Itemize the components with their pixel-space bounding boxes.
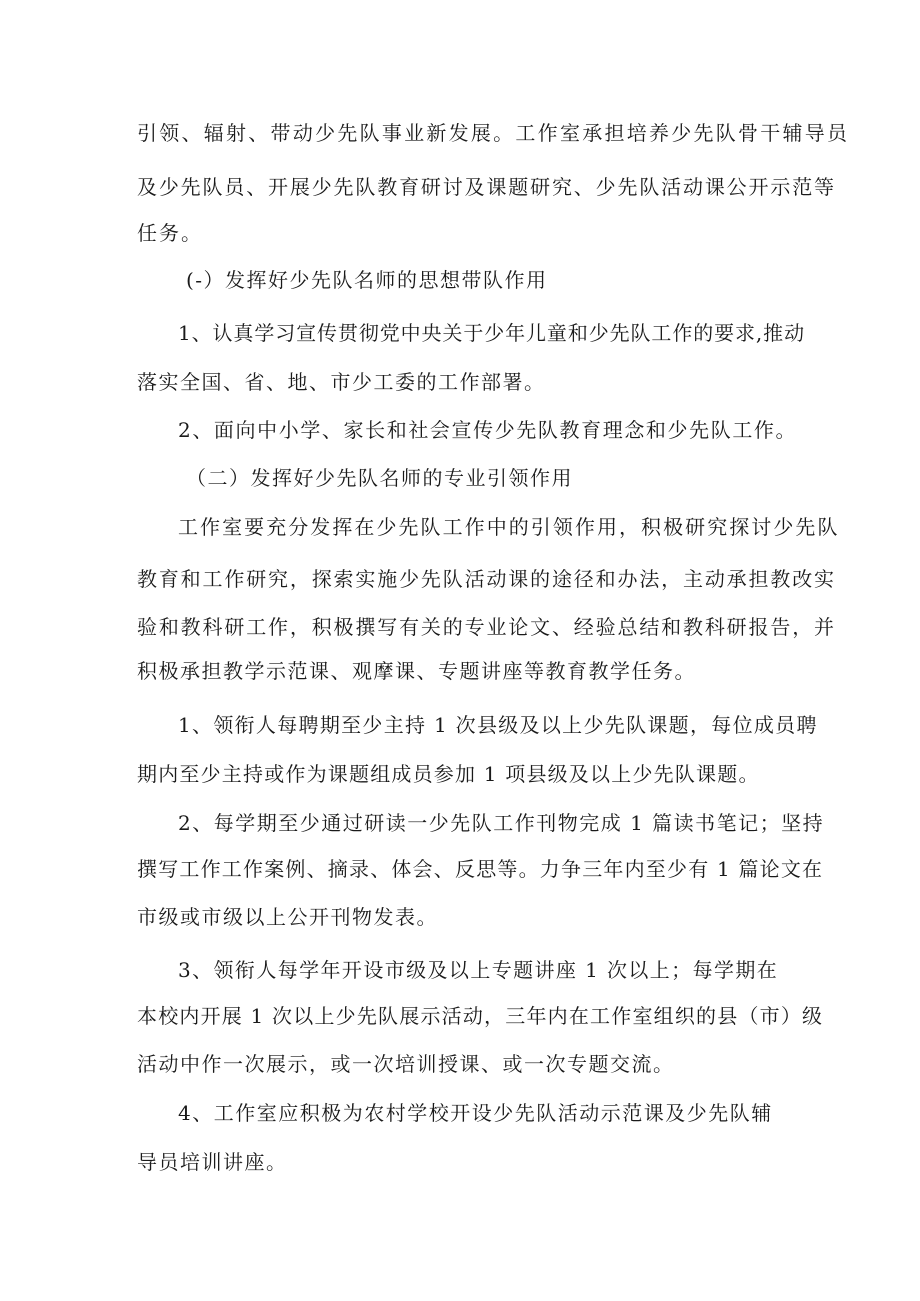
section-heading: (-）发挥好少先队名师的思想带队作用 [186,268,548,292]
text-line: 积极承担教学示范课、观摩课、专题讲座等教育教学任务。 [137,659,696,683]
text-line: 本校内开展 1 次以上少先队展示活动，三年内在工作室组织的县（市）级 [137,1004,824,1028]
text-line: 2、面向中小学、家长和社会宣传少先队教育理念和少先队工作。 [178,418,798,442]
text-line: 任务。 [137,221,203,245]
text-line: 4、工作室应积极为农村学校开设少先队活动示范课及少先队辅 [178,1101,773,1125]
text-line: 活动中作一次展示，或一次培训授课、或一次专题交流。 [137,1052,675,1076]
text-line: 导员培训讲座。 [137,1150,288,1174]
text-line: 市级或市级以上公开刊物发表。 [137,905,438,929]
text-line: 及少先队员、开展少先队教育研讨及课题研究、少先队活动课公开示范等 [137,175,836,199]
section-heading: （二）发挥好少先队名师的专业引领作用 [186,466,573,490]
text-line: 撰写工作工作案例、摘录、体会、反思等。力争三年内至少有 1 篇论文在 [137,857,824,881]
text-line: 2、每学期至少通过研读一少先队工作刊物完成 1 篇读书笔记；坚持 [178,811,825,835]
text-line: 引领、辐射、带动少先队事业新发展。工作室承担培养少先队骨干辅导员 [137,121,850,145]
text-line: 验和教科研工作，积极撰写有关的专业论文、经验总结和教科研报告，并 [137,615,836,639]
text-line: 落实全国、省、地、市少工委的工作部署。 [137,370,546,394]
text-line: 教育和工作研究，探索实施少先队活动课的途径和办法，主动承担教改实 [137,567,836,591]
text-line: 1、认真学习宣传贯彻党中央关于少年儿童和少先队工作的要求,推动 [178,321,805,345]
text-line: 工作室要充分发挥在少先队工作中的引领作用，积极研究探讨少先队 [178,515,840,539]
text-line: 3、领衔人每学年开设市级及以上专题讲座 1 次以上；每学期在 [178,958,779,982]
text-line: 期内至少主持或作为课题组成员参加 1 项县级及以上少先队课题。 [137,762,760,786]
text-line: 1、领衔人每聘期至少主持 1 次县级及以上少先队课题，每位成员聘 [178,713,818,737]
